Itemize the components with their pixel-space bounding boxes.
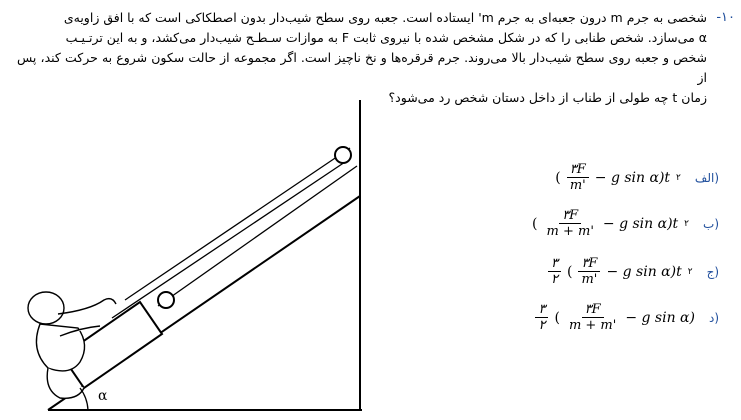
option-b[interactable]: ( $\frac{۳F}{m + m'}$ − g sin α)t ۲ ب) (532, 208, 719, 239)
question-line-1: شخصی به جرم m درون جعبه‌ای به جرم m' ایستاده است. جعبه روی سطح شیب‌دار بدون اصطکاکی است که با افق زاویه‌ی (63, 10, 707, 25)
option-a-label: الف) (694, 170, 719, 185)
box-pulley (158, 292, 174, 308)
question-line-3: شخص و جعبه روی سطح شیب‌دار بالا می‌روند. جرم قرقره‌ها و نخ ناچیز است. اگر مجموعه از حالت سکون شروع به حرکت کند، پس از (17, 50, 707, 85)
option-b-label: ب) (703, 216, 719, 231)
incline-figure (0, 100, 380, 420)
angle-label: α (98, 388, 108, 404)
question-number: -۱۰ (716, 10, 735, 25)
option-d-label: د) (708, 310, 719, 325)
option-c[interactable]: $\frac{۳}{۲}$ ( $\frac{۳F}{m'}$ − g sin α)t ۲ ج) (548, 256, 719, 287)
option-c-label: ج) (706, 264, 719, 279)
option-d[interactable]: $\frac{۳}{۲}$ ( $\frac{۳F}{m + m'}$ − g sin α) د) (535, 302, 719, 333)
question-text (17, 8, 707, 108)
question-line-4: زمان t چه طولی از طناب از داخل دستان شخص رد می‌شود؟ (388, 90, 707, 105)
question-line-2: α می‌سازد. شخص طنابی را که در شکل مشخص شده با نیروی ثابت F به موازات سـطـح شیب‌دار می‌کشد، و به این ترتـیـب (65, 30, 707, 45)
top-pulley (335, 147, 351, 163)
option-a[interactable]: ( $\frac{۳F}{m'}$ − g sin α)t ۲ الف) (555, 162, 719, 193)
